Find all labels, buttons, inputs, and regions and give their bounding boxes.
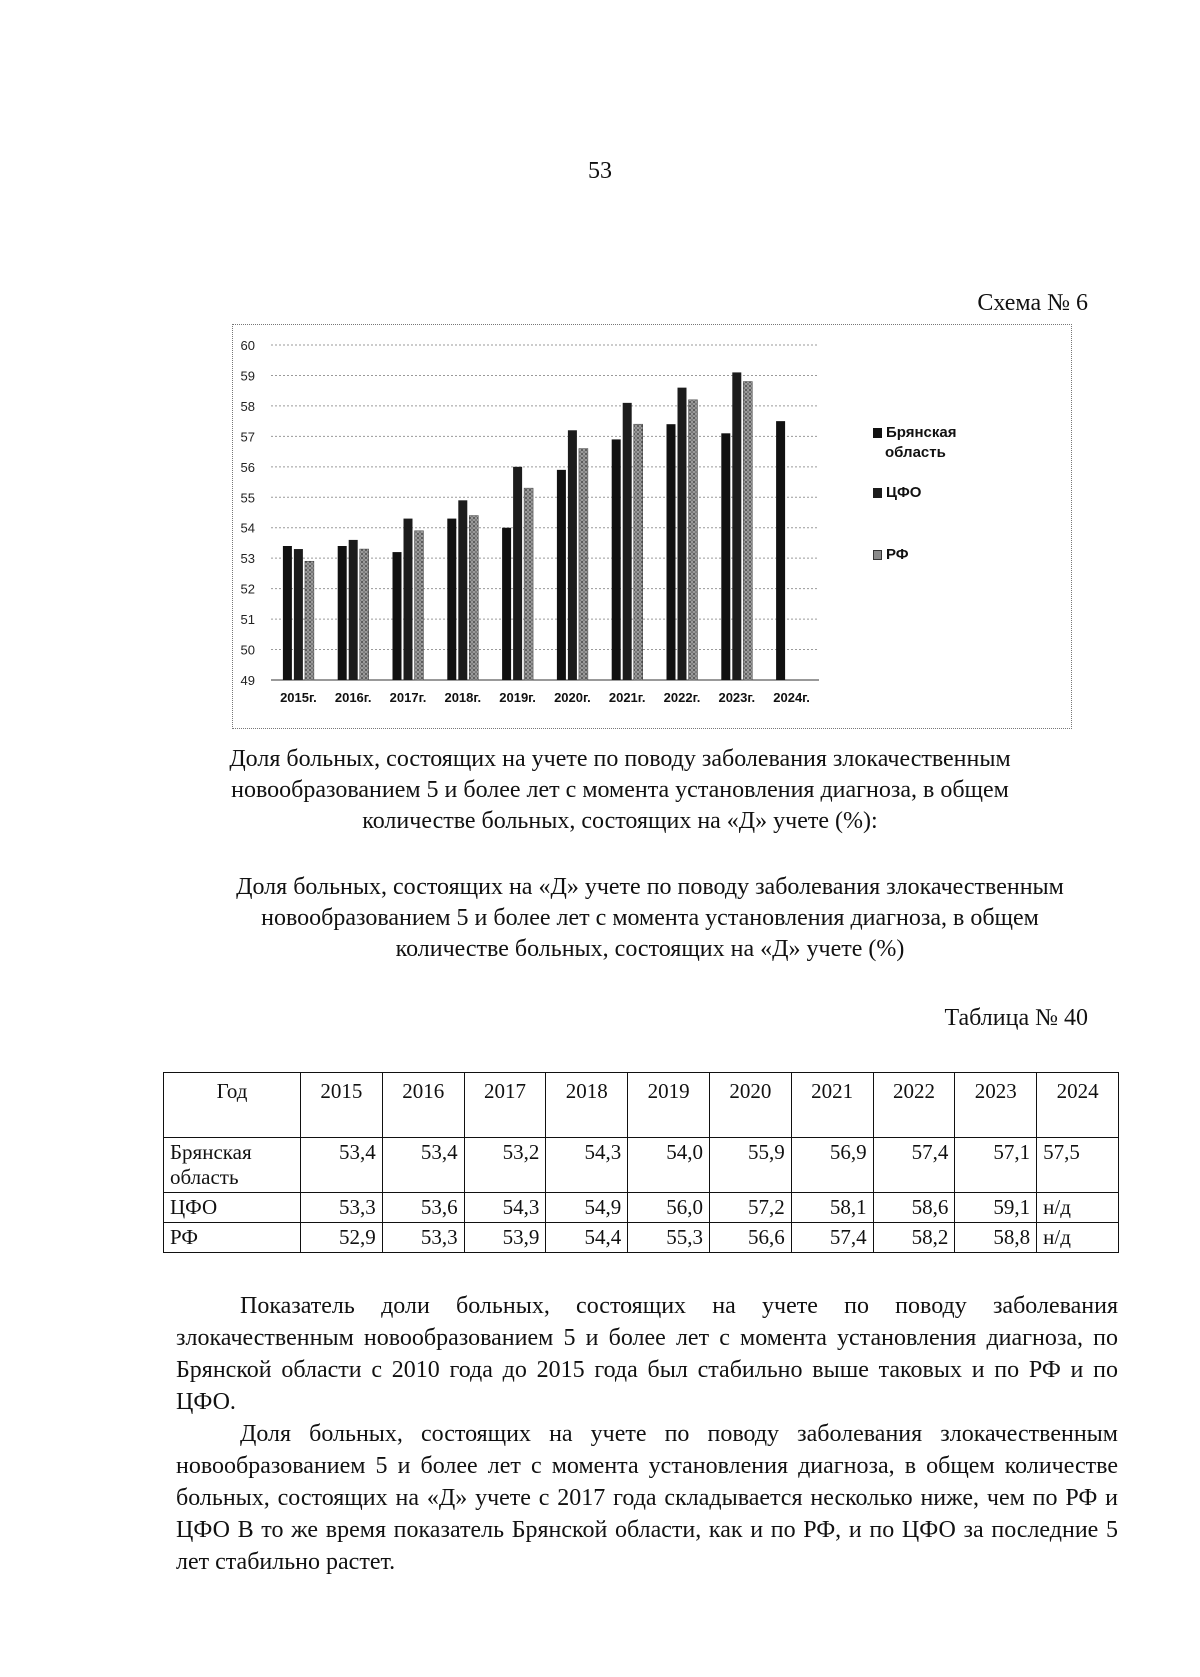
bar-rf <box>634 424 643 680</box>
bar-cfo <box>349 540 358 680</box>
bar-bryansk <box>393 552 402 680</box>
table-cell: 55,3 <box>628 1223 710 1253</box>
chart-svg <box>233 325 1073 730</box>
legend-label-rf: РФ <box>886 546 909 563</box>
x-tick-label: 2022г. <box>663 690 701 705</box>
header-cell: 2018 <box>546 1073 628 1138</box>
data-table <box>163 1072 1119 1253</box>
bar-chart <box>232 324 1072 729</box>
bar-bryansk <box>447 519 456 680</box>
bar-rf <box>743 382 752 680</box>
schema-label: Схема № 6 <box>977 290 1088 316</box>
header-cell: 2022 <box>873 1073 955 1138</box>
x-tick-label: 2023г. <box>718 690 756 705</box>
paragraph-1 <box>176 1290 1118 1418</box>
legend-swatch-rf <box>873 550 882 560</box>
table-cell: 54,3 <box>464 1193 546 1223</box>
table-row <box>164 1193 1119 1223</box>
row-label: Брянская область <box>164 1138 301 1193</box>
bar-cfo <box>458 500 467 680</box>
header-cell: 2019 <box>628 1073 710 1138</box>
header-cell: 2020 <box>709 1073 791 1138</box>
y-tick-label: 57 <box>240 429 255 445</box>
x-tick-label: 2018г. <box>444 690 482 705</box>
y-tick-label: 51 <box>240 612 255 628</box>
header-cell: 2015 <box>301 1073 383 1138</box>
y-tick-label: 53 <box>240 551 255 567</box>
table-cell: 57,4 <box>873 1138 955 1193</box>
y-tick-label: 56 <box>240 459 255 475</box>
header-cell: Год <box>164 1073 301 1138</box>
legend-item-rf <box>873 545 909 565</box>
bar-rf <box>579 449 588 680</box>
table-cell: 54,3 <box>546 1138 628 1193</box>
bar-cfo <box>678 388 687 680</box>
header-cell: 2021 <box>791 1073 873 1138</box>
bar-bryansk <box>776 421 785 680</box>
y-tick-label: 55 <box>240 490 255 506</box>
y-tick-label: 49 <box>240 673 255 688</box>
bar-rf <box>360 549 369 680</box>
table-cell: 53,2 <box>464 1138 546 1193</box>
x-tick-label: 2024г. <box>773 690 810 705</box>
table-cell: 53,4 <box>382 1138 464 1193</box>
y-tick-label: 50 <box>240 642 255 658</box>
y-tick-label: 52 <box>240 581 255 597</box>
bar-rf <box>524 488 533 680</box>
header-cell: 2017 <box>464 1073 546 1138</box>
x-tick-label: 2017г. <box>389 690 427 705</box>
bar-rf <box>469 516 478 680</box>
table-cell: 53,3 <box>301 1193 383 1223</box>
table-cell: 55,9 <box>709 1138 791 1193</box>
bar-bryansk <box>557 470 566 680</box>
table-cell: 58,8 <box>955 1223 1037 1253</box>
bar-bryansk <box>612 439 621 680</box>
legend-label-cfo: ЦФО <box>886 484 922 501</box>
table-label: Таблица № 40 <box>944 1005 1088 1031</box>
row-label: РФ <box>164 1223 301 1253</box>
x-tick-label: 2019г. <box>499 690 536 705</box>
table-cell: 56,9 <box>791 1138 873 1193</box>
table-cell: 53,4 <box>301 1138 383 1193</box>
bar-cfo <box>513 467 522 680</box>
y-tick-label: 58 <box>240 398 255 414</box>
bar-cfo <box>294 549 303 680</box>
x-tick-label: 2015г. <box>280 690 317 705</box>
bar-cfo <box>404 519 413 680</box>
table-cell: 57,5 <box>1037 1138 1119 1193</box>
legend-swatch-cfo <box>873 488 882 498</box>
x-tick-label: 2020г. <box>554 690 591 705</box>
table-cell: 56,6 <box>709 1223 791 1253</box>
bar-bryansk <box>721 433 730 680</box>
table-title: Доля больных, состоящих на «Д» учете по поводу заболевания злокачественным новообразованием 5 и более лет с момента установления диагноза, в общем количестве больных, состоящих на «Д» учете (%) <box>236 874 1064 962</box>
bar-rf <box>305 561 314 680</box>
table-row <box>164 1223 1119 1253</box>
table-cell: 57,4 <box>791 1223 873 1253</box>
y-tick-label: 59 <box>240 368 255 384</box>
table-cell: 54,0 <box>628 1138 710 1193</box>
table-cell: н/д <box>1037 1193 1119 1223</box>
table-cell: 58,6 <box>873 1193 955 1223</box>
table-cell: 54,4 <box>546 1223 628 1253</box>
table-cell: 57,2 <box>709 1193 791 1223</box>
chart-legend <box>873 423 957 463</box>
legend-label-bryansk-2: область <box>885 444 946 461</box>
header-cell: 2016 <box>382 1073 464 1138</box>
table-cell: 59,1 <box>955 1193 1037 1223</box>
table-cell: 53,3 <box>382 1223 464 1253</box>
y-tick-label: 60 <box>240 338 255 353</box>
table-header-row <box>164 1073 1119 1138</box>
table-cell: 53,9 <box>464 1223 546 1253</box>
table-cell: 57,1 <box>955 1138 1037 1193</box>
table-cell: 52,9 <box>301 1223 383 1253</box>
bar-rf <box>689 400 698 680</box>
paragraph-2-text: Доля больных, состоящих на учете по поводу заболевания злокачественным новообразованием 5 и более лет с момента установления диагноза, в общем количестве больных, состоящих на «Д» учете с 2017 года складывается несколько ниже, чем по РФ и ЦФО В то же время показатель Брянской области, как и по РФ, и по ЦФО за последние 5 лет стабильно растет. <box>176 1421 1118 1575</box>
paragraph-1-text: Показатель доли больных, состоящих на учете по поводу заболевания злокачественным новообразованием 5 и более лет с момента установления диагноза, по Брянской области с 2010 года до 2015 года был стабильно выше таковых и по РФ и по ЦФО. <box>176 1293 1118 1415</box>
bar-bryansk <box>338 546 347 680</box>
row-label: ЦФО <box>164 1193 301 1223</box>
x-tick-label: 2021г. <box>608 690 646 705</box>
bar-bryansk <box>667 424 676 680</box>
table-row <box>164 1138 1119 1193</box>
legend-item-cfo <box>873 483 921 503</box>
table-cell: 58,2 <box>873 1223 955 1253</box>
chart-caption: Доля больных, состоящих на учете по поводу заболевания злокачественным новообразованием 5 и более лет с момента установления диагноза, в общем количестве больных, состоящих на «Д» учете (%): <box>229 746 1011 834</box>
paragraph-2 <box>176 1418 1118 1578</box>
bar-cfo <box>732 372 741 680</box>
bar-cfo <box>568 430 577 680</box>
table-cell: 56,0 <box>628 1193 710 1223</box>
legend-label-bryansk-1: Брянская <box>886 424 957 441</box>
table-cell: н/д <box>1037 1223 1119 1253</box>
page-number: 53 <box>588 158 612 184</box>
legend-item-bryansk <box>873 423 957 443</box>
legend-swatch-bryansk <box>873 428 882 438</box>
bar-rf <box>415 531 424 680</box>
header-cell: 2023 <box>955 1073 1037 1138</box>
y-tick-label: 54 <box>240 520 255 536</box>
table-cell: 58,1 <box>791 1193 873 1223</box>
header-cell: 2024 <box>1037 1073 1119 1138</box>
bar-cfo <box>623 403 632 680</box>
table-cell: 54,9 <box>546 1193 628 1223</box>
bar-bryansk <box>502 528 511 680</box>
bar-bryansk <box>283 546 292 680</box>
x-tick-label: 2016г. <box>334 690 372 705</box>
table-cell: 53,6 <box>382 1193 464 1223</box>
